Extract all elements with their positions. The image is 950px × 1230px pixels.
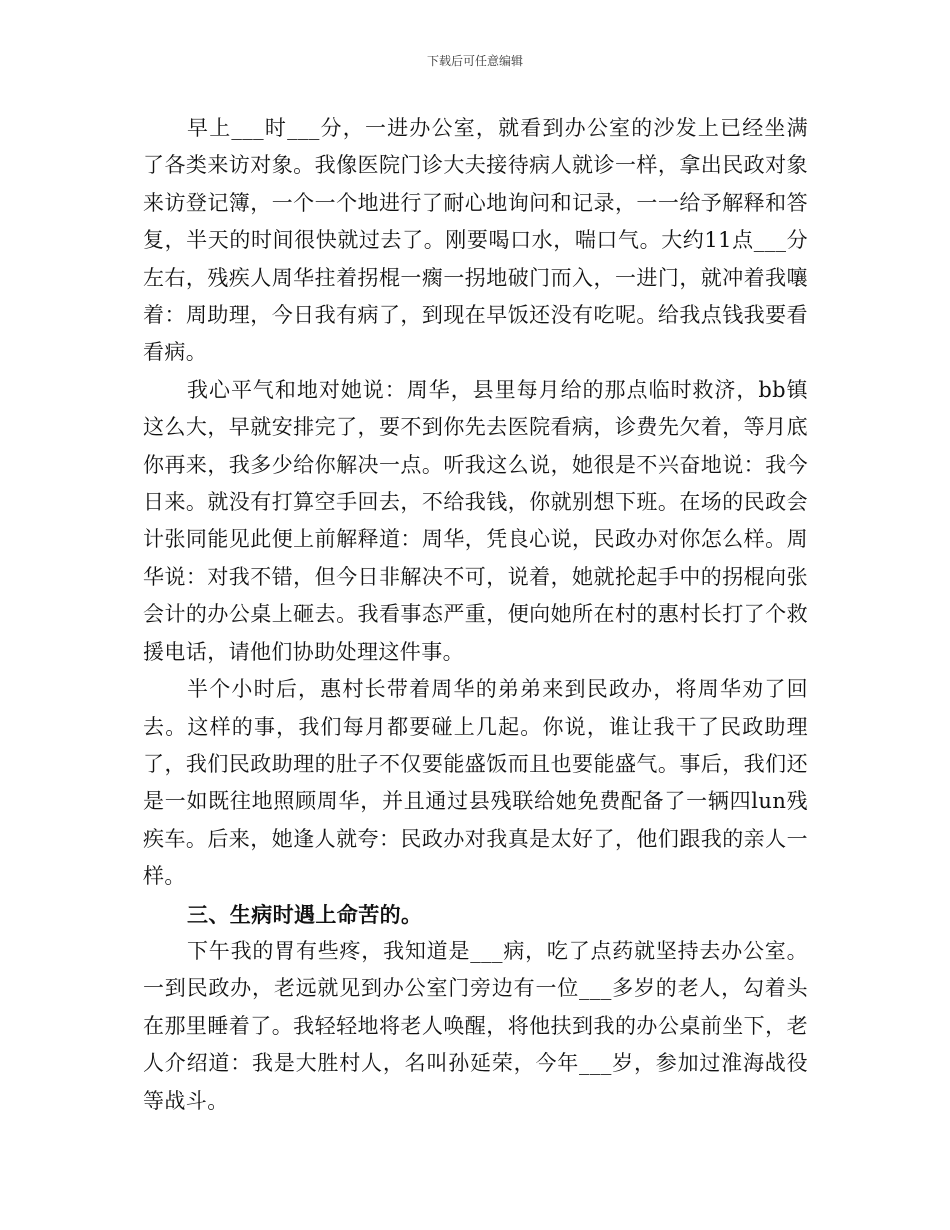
page-header-note: 下载后可任意编辑 xyxy=(426,54,523,68)
paragraph-resolution: 半个小时后，惠村长带着周华的弟弟来到民政办，将周华劝了回去。这样的事，我们每月都要碰上几起。你说，谁让我干了民政助理了，我们民政助理的肚子不仅要能盛饭而且也要能盛气。事后，我们还是一如既往地照顾周华，并且通过县残联给她免费配备了一辆四lun残疾车。后来，她逢人就夸：民政办对我真是太好了，他们跟我的亲人一样。 xyxy=(143,677,808,889)
paragraph-afternoon-elder: 下午我的胃有些疼，我知道是___病，吃了点药就坚持去办公室。一到民政办，老远就见到办公室门旁边有一位___多岁的老人，勾着头在那里睡着了。我轻轻地将老人唤醒，将他扶到我的办公桌前坐下，老人介绍道：我是大胜村人，名叫孙延荣，今年___岁，参加过淮海战役等战斗。 xyxy=(143,938,808,1113)
paragraph-morning-visitors: 早上___时___分，一进办公室，就看到办公室的沙发上已经坐满了各类来访对象。我像医院门诊大夫接待病人就诊一样，拿出民政对象来访登记簿，一个一个地进行了耐心地询问和记录，一一给予解释和答复，半天的时间很快就过去了。刚要喝口水，喘口气。大约11点___分左右，残疾人周华拄着拐棍一瘸一拐地破门而入，一进门，就冲着我嚷着：周助理，今日我有病了，到现在早饭还没有吃呢。给我点钱我要看看病。 xyxy=(143,116,808,365)
document-body xyxy=(143,110,808,1120)
paragraph-conversation-zhouhua: 我心平气和地对她说：周华，县里每月给的那点临时救济，bb镇这么大，早就安排完了，要不到你先去医院看病，诊费先欠着，等月底你再来，我多少给你解决一点。听我这么说，她很是不兴奋地说：我今日来。就没有打算空手回去，不给我钱，你就别想下班。在场的民政会计张同能见此便上前解释道：周华，凭良心说，民政办对你怎么样。周华说：对我不错，但今日非解决不可，说着，她就抡起手中的拐棍向张会计的办公桌上砸去。我看事态严重，便向她所在村的惠村长打了个救援电话，请他们协助处理这件事。 xyxy=(143,377,808,664)
section-heading-three: 三、生病时遇上命苦的。 xyxy=(187,901,423,927)
